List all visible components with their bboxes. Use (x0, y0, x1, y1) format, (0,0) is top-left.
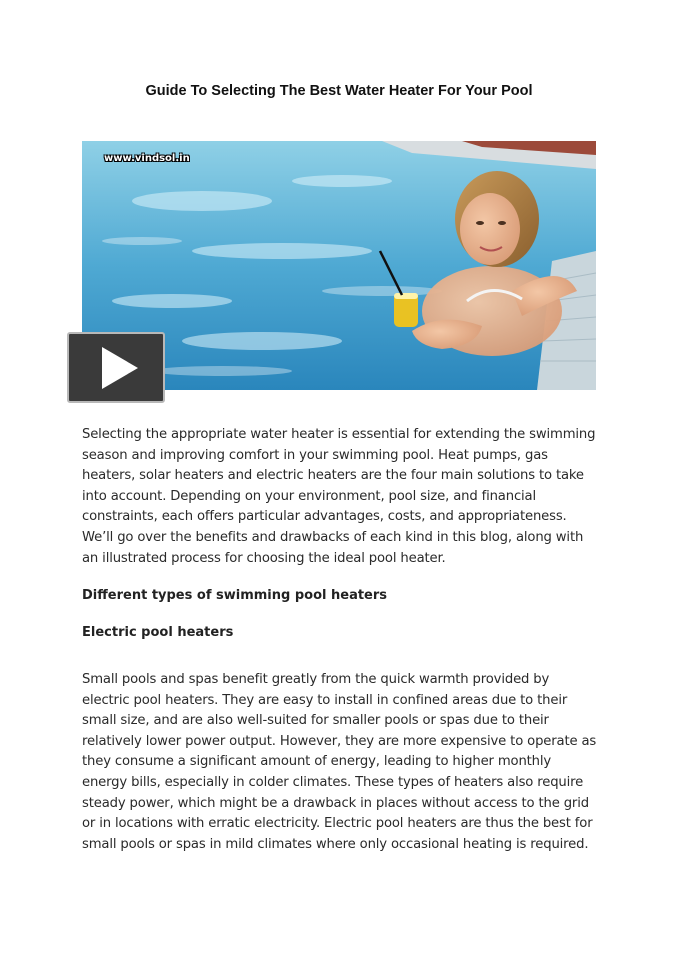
heading-heater-types: Different types of swimming pool heaters (82, 588, 388, 603)
electric-paragraph: Small pools and spas benefit greatly from the quick warmth provided by electric pool heaters. They are easy to install in confined areas due to their small size, and are also well-suited for smaller pools or spas due to their relatively lower power output. However, they are more expensive to operate as they consume a significant amount of energy, leading to higher monthly energy bills, especially in colder climates. These types of heaters also require steady power, which might be a drawback in places without access to the grid or in locations with erratic electricity. Electric pool heaters are thus the best for small pools or spas in mild climates where only occasional heating is required. (82, 672, 597, 852)
heading-electric-heaters: Electric pool heaters (82, 625, 234, 640)
intro-section (82, 425, 598, 569)
play-icon (102, 347, 138, 389)
video-play-button[interactable] (67, 332, 165, 403)
electric-section (82, 670, 598, 855)
document-title: Guide To Selecting The Best Water Heater For Your Pool (145, 83, 533, 99)
intro-paragraph: Selecting the appropriate water heater is essential for extending the swimming season and improving comfort in your swimming pool. Heat pumps, gas heaters, solar heaters and electric heaters are the four main solutions to take into account. Depending on your environment, pool size, and financial constraints, each offers particular advantages, costs, and appropriateness. We’ll go over the benefits and drawbacks of each kind in this blog, along with an illustrated process for choosing the ideal pool heater. (82, 427, 596, 566)
image-watermark: www.vindsol.in (104, 153, 190, 164)
